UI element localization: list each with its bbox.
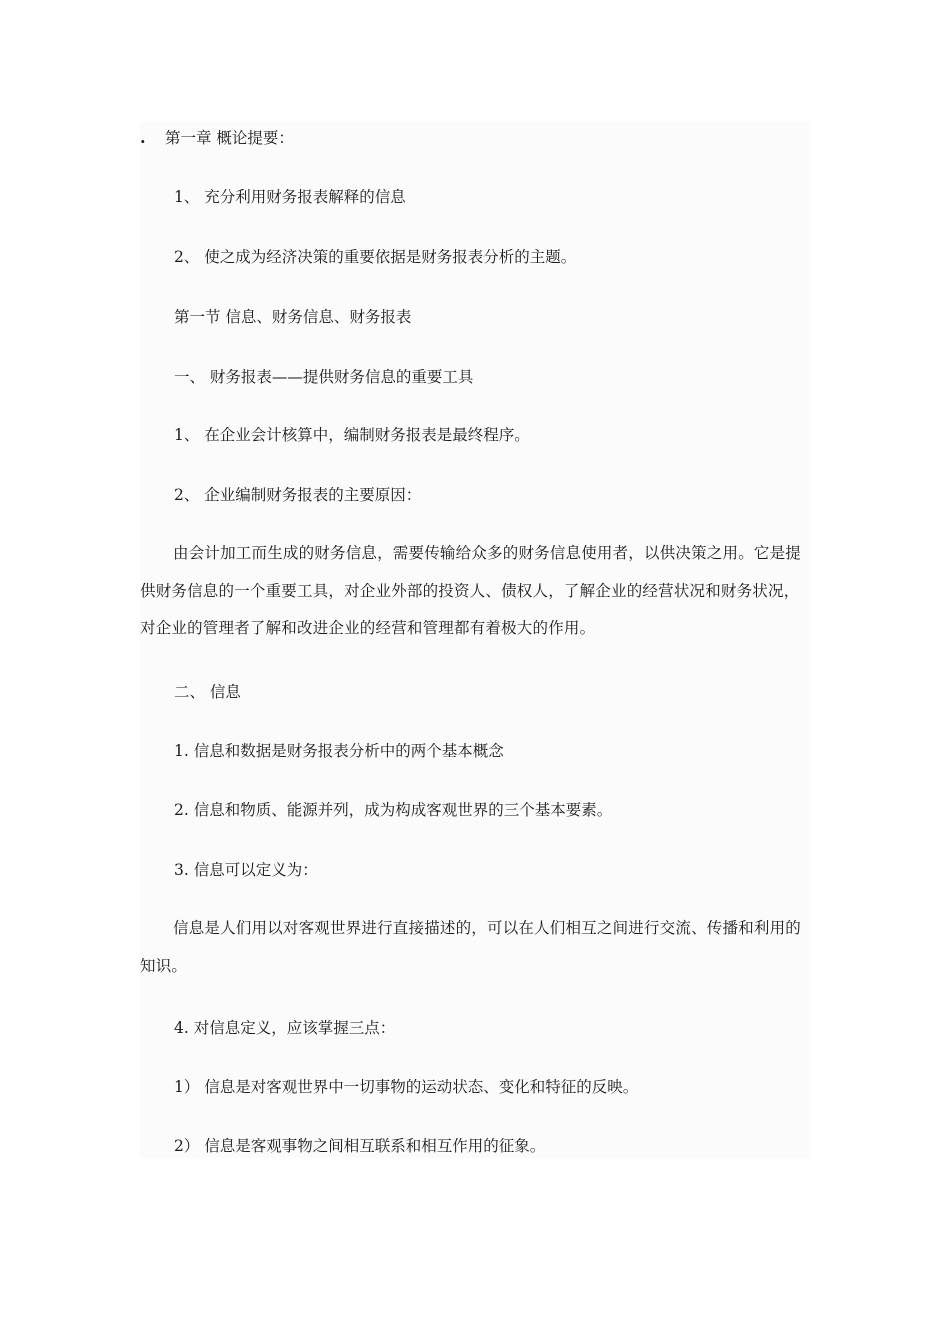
summary-item-2: 2、 使之成为经济决策的重要依据是财务报表分析的主题。: [174, 248, 577, 266]
list-item: 4. 对信息定义，应该掌握三点：: [174, 1019, 396, 1037]
subsection-heading-2: 二、 信息: [174, 683, 241, 701]
section-heading: 第一节 信息、财务信息、财务报表: [174, 308, 412, 326]
body-paragraph-1: 由会计加工而生成的财务信息，需要传输给众多的财务信息使用者，以供决策之用。它是提供财务信息的一个重要工具，对企业外部的投资人、债权人，了解企业的经营状况和财务状况，对企业的管理者了解和改进企业的经营和管理都有着极大的作用。: [140, 544, 802, 637]
list-item: 2） 信息是客观事物之间相互联系和相互作用的征象。: [174, 1137, 546, 1155]
summary-item-1: 1、 充分利用财务报表解释的信息: [174, 188, 406, 206]
list-item: 2、 企业编制财务报表的主要原因：: [174, 486, 422, 504]
chapter-heading: 第一章 概论提要：: [165, 129, 294, 147]
list-item: 1. 信息和数据是财务报表分析中的两个基本概念: [174, 742, 504, 760]
body-paragraph-2: 信息是人们用以对客观世界进行直接描述的，可以在人们相互之间进行交流、传播和利用的知识。: [140, 919, 802, 975]
bullet-marker: .: [140, 128, 146, 147]
list-item: 3. 信息可以定义为：: [174, 861, 318, 879]
list-item: 1） 信息是对客观世界中一切事物的运动状态、变化和特征的反映。: [174, 1078, 639, 1096]
subsection-heading-1: 一、 财务报表——提供财务信息的重要工具: [174, 368, 474, 386]
list-item: 2. 信息和物质、能源并列，成为构成客观世界的三个基本要素。: [174, 801, 613, 819]
list-item: 1、 在企业会计核算中，编制财务报表是最终程序。: [174, 426, 530, 444]
